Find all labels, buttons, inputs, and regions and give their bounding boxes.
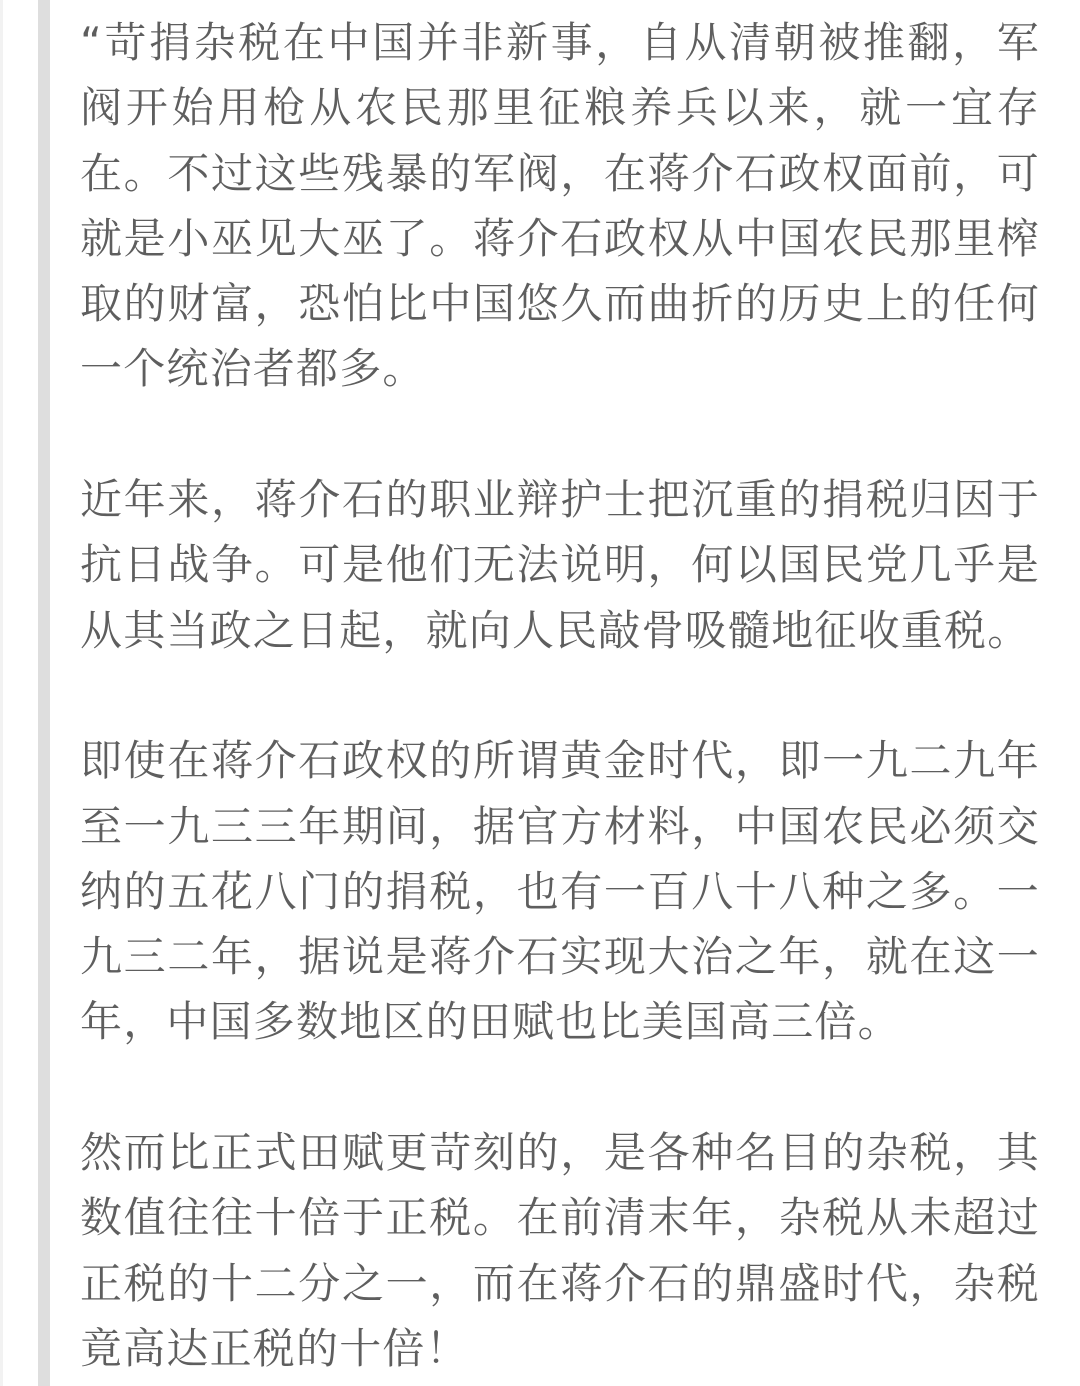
blockquote-bar [38,0,50,1386]
blockquote [80,10,1040,1381]
paragraph-3: 即使在蒋介石政权的所谓黄金时代，即一九二九年至一九三三年期间，据官方材料，中国农民必须交纳的五花八门的捐税，也有一百八十八种之多。一九三二年，据说是蒋介石实现大治之年，就在这一年，中国多数地区的田赋也比美国高三倍。 [80,736,1040,1047]
paragraph-4: 然而比正式田赋更苛刻的，是各种名目的杂税，其数值往往十倍于正税。在前清末年，杂税从未超过正税的十二分之一，而在蒋介石的鼎盛时代，杂税竟高达正税的十倍！ [80,1128,1040,1373]
paragraph-1: “苛捐杂税在中国并非新事，自从清朝被推翻，军阀开始用枪从农民那里征粮养兵以来，就一宜存在。不过这些残暴的军阀，在蒋介石政权面前，可就是小巫见大巫了。蒋介石政权从中国农民那里榨取的财富，恐怕比中国悠久而曲折的历史上的任何一个统治者都多。 [80,18,1040,394]
paragraph-2: 近年来，蒋介石的职业辩护士把沉重的捐税归因于抗日战争。可是他们无法说明，何以国民党几乎是从其当政之日起，就向人民敲骨吸髓地征收重税。 [80,475,1040,655]
page-left-edge [0,0,3,1386]
